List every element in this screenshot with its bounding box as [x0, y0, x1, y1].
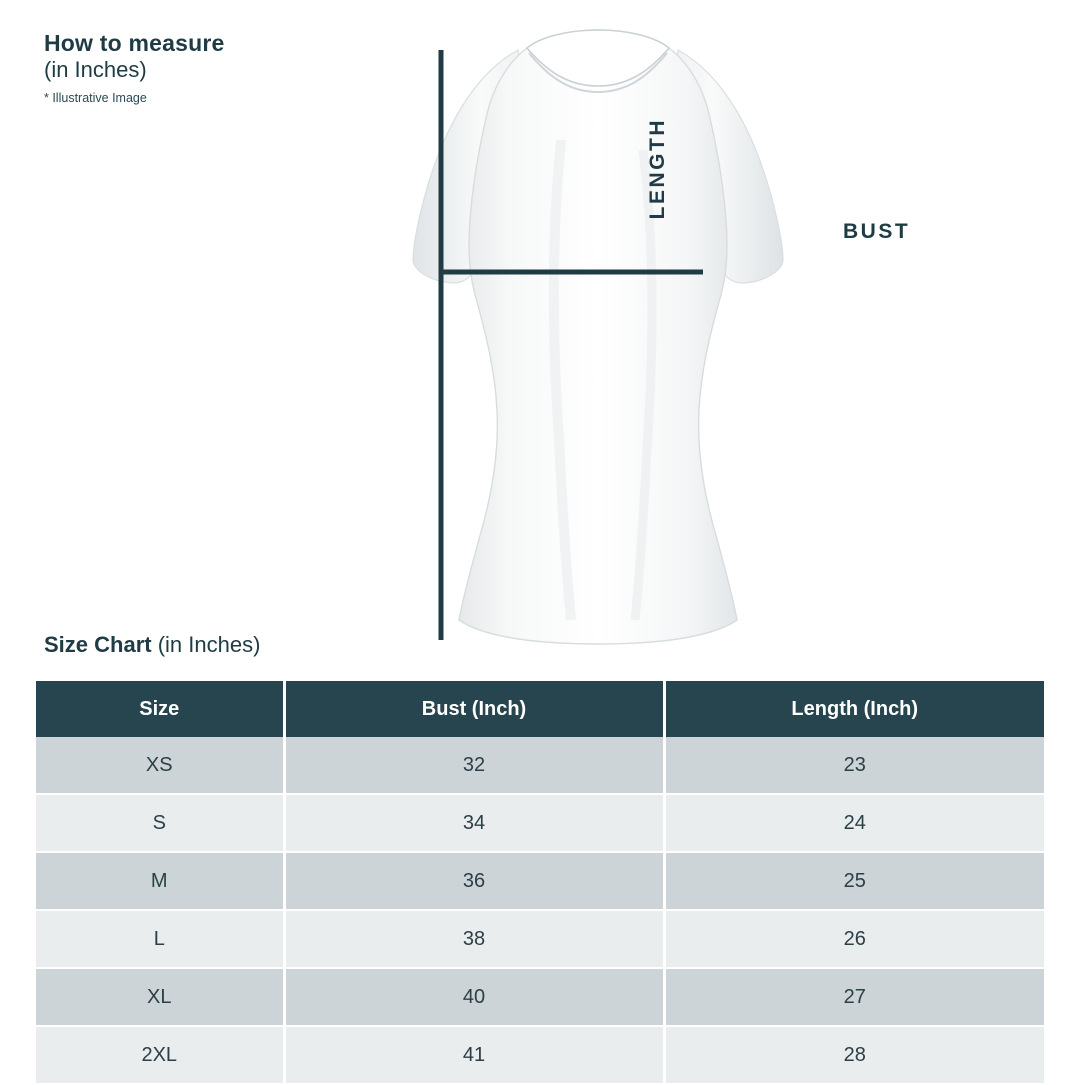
page-title: How to measure [44, 30, 225, 56]
cell-size: M [36, 852, 284, 910]
cell-size: 2XL [36, 1026, 284, 1084]
tshirt-front-icon [255, 20, 825, 670]
cell-bust: 34 [284, 794, 664, 852]
cell-bust: 40 [284, 968, 664, 1026]
tshirt-illustration [255, 20, 911, 670]
cell-length: 24 [664, 794, 1044, 852]
table-row [36, 794, 1044, 852]
cell-bust: 32 [284, 737, 664, 794]
length-label: LENGTH [646, 118, 669, 220]
bust-label: BUST [843, 220, 911, 243]
size-chart-table-wrapper [36, 681, 1044, 1085]
table-row [36, 1026, 1044, 1084]
cell-size: XS [36, 737, 284, 794]
illustrative-note: * Illustrative Image [44, 91, 147, 106]
table-row [36, 737, 1044, 794]
cell-length: 28 [664, 1026, 1044, 1084]
size-chart-title [44, 632, 260, 658]
column-header-size: Size [36, 681, 284, 737]
column-header-length: Length (Inch) [664, 681, 1044, 737]
cell-size: L [36, 910, 284, 968]
cell-size: XL [36, 968, 284, 1026]
cell-length: 26 [664, 910, 1044, 968]
table-row [36, 910, 1044, 968]
cell-bust: 36 [284, 852, 664, 910]
cell-bust: 41 [284, 1026, 664, 1084]
column-header-bust: Bust (Inch) [284, 681, 664, 737]
cell-length: 27 [664, 968, 1044, 1026]
size-chart-title-strong: Size Chart [44, 632, 152, 657]
table-row [36, 852, 1044, 910]
cell-size: S [36, 794, 284, 852]
cell-bust: 38 [284, 910, 664, 968]
unit-subtitle: (in Inches) [44, 57, 147, 83]
table-header-row [36, 681, 1044, 737]
size-chart-table [36, 681, 1044, 1085]
cell-length: 25 [664, 852, 1044, 910]
table-row [36, 968, 1044, 1026]
cell-length: 23 [664, 737, 1044, 794]
size-chart-title-unit: (in Inches) [151, 632, 261, 657]
